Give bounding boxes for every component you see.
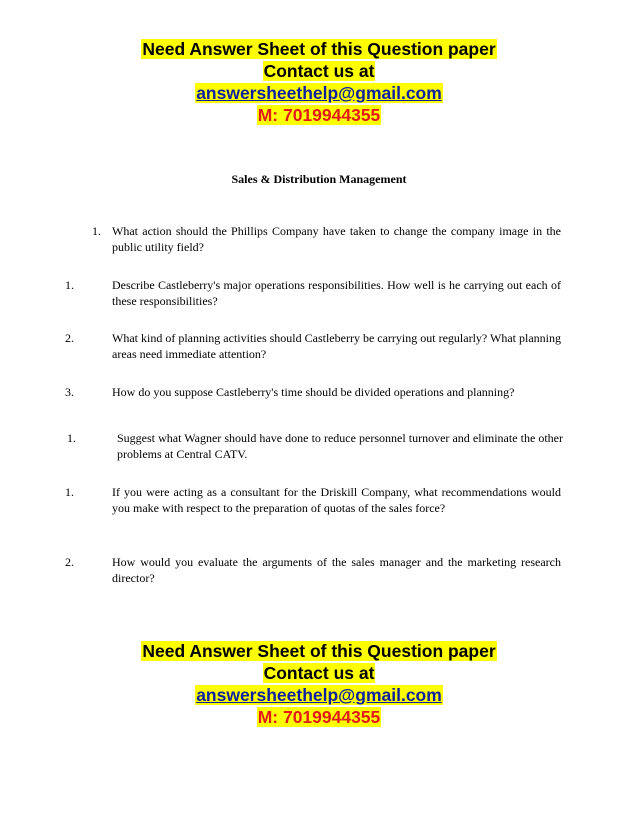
question-text: How do you suppose Castleberry's time should be divided operations and planning? — [112, 385, 515, 399]
contact-banner-bottom — [0, 640, 638, 728]
document-title: Sales & Distribution Management — [231, 172, 407, 186]
banner-top-email-link[interactable]: answersheethelp@gmail.com — [196, 83, 442, 103]
question-text: Suggest what Wagner should have done to reduce personnel turnover and eliminate the other problems at Central CATV. — [117, 431, 563, 461]
question-number: 1. — [65, 278, 74, 292]
banner-bottom-headline: Need Answer Sheet of this Question paper — [142, 641, 496, 661]
question-number: 2. — [65, 555, 74, 569]
question-text: Describe Castleberry's major operations responsibilities. How well is he carrying out each of these responsibilities? — [112, 278, 561, 308]
question-number: 1. — [92, 224, 101, 238]
question-number: 1. — [67, 431, 76, 445]
question-number: 1. — [65, 485, 74, 499]
question-text: What kind of planning activities should Castleberry be carrying out regularly? What planning areas need immediate attention? — [112, 331, 561, 361]
question-text: If you were acting as a consultant for the Driskill Company, what recommendations would you make with respect to the preparation of quotas of the sales force? — [112, 485, 561, 515]
banner-bottom-contact-label: Contact us at — [263, 663, 375, 683]
question-text: What action should the Phillips Company have taken to change the company image in the public utility field? — [112, 224, 561, 254]
question-number: 3. — [65, 385, 74, 399]
banner-bottom-email-link[interactable]: answersheethelp@gmail.com — [196, 685, 442, 705]
banner-bottom-mobile: M: 7019944355 — [257, 707, 381, 727]
banner-top-mobile: M: 7019944355 — [257, 105, 381, 125]
question-number: 2. — [65, 331, 74, 345]
contact-banner-top — [0, 38, 638, 126]
banner-top-contact-label: Contact us at — [263, 61, 375, 81]
banner-top-headline: Need Answer Sheet of this Question paper — [142, 39, 496, 59]
question-text: How would you evaluate the arguments of the sales manager and the marketing research director? — [112, 555, 561, 585]
